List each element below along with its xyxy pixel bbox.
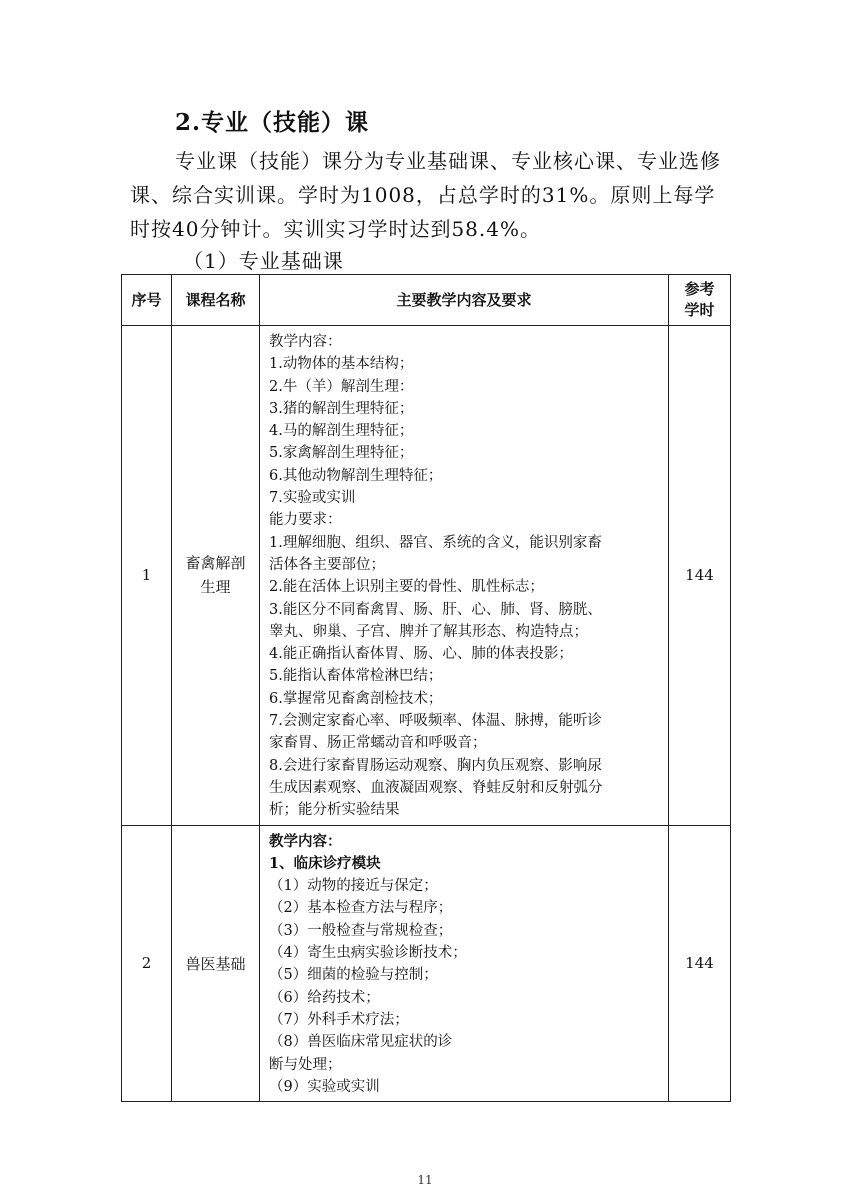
content-line: （5）细菌的检验与控制； <box>269 967 438 984</box>
content-line: （7）外科手术疗法； <box>269 1011 409 1028</box>
content-title: 教学内容： <box>269 832 342 850</box>
course-name-line: 生理 <box>200 578 231 597</box>
content-line: 2.能在活体上识别主要的骨性、肌性标志； <box>269 579 544 596</box>
content-line: 睾丸、卵巢、子宫、脾并了解其形态、构造特点； <box>269 623 588 640</box>
content-line: 8.会进行家畜胃肠运动观察、胸内负压观察、影响尿 <box>269 757 602 774</box>
content-line: 断与处理； <box>269 1056 342 1073</box>
row-course-name: 兽医基础 <box>172 825 260 1102</box>
content-line: 2.牛（羊）解剖生理： <box>269 378 414 395</box>
table-row <box>122 825 731 1102</box>
page-number: 11 <box>417 1173 433 1187</box>
row-course-name <box>172 326 260 826</box>
content-line: （4）寄生虫病实验诊断技术； <box>269 945 467 962</box>
header-course-name: 课程名称 <box>172 275 260 326</box>
content-line: 1.理解细胞、组织、器官、系统的含义，能识别家畜 <box>269 534 602 551</box>
sub-heading: （1）专业基础课 <box>183 249 344 273</box>
table-row <box>122 326 731 826</box>
content-line: 能力要求： <box>269 512 342 529</box>
content-line: 6.掌握常见畜禽剖检技术； <box>269 690 443 707</box>
content-line: 6.其他动物解剖生理特征； <box>269 467 443 484</box>
row-content <box>260 326 669 826</box>
content-line: （9）实验或实训 <box>269 1078 380 1095</box>
section-heading: 2.专业（技能）课 <box>175 109 370 136</box>
content-line: 活体各主要部位； <box>269 556 385 573</box>
content-line: 3.猪的解剖生理特征； <box>269 400 414 417</box>
header-content: 主要教学内容及要求 <box>260 275 669 326</box>
content-line: 4.能正确指认畜体胃、肠、心、肺的体表投影； <box>269 646 573 663</box>
content-line: （2）基本检查方法与程序； <box>269 900 453 917</box>
content-line: 析；能分析实验结果 <box>269 802 400 819</box>
content-line: 家畜胃、肠正常蠕动音和呼吸音； <box>269 735 487 752</box>
content-line: （8）兽医临床常见症状的诊 <box>269 1034 453 1051</box>
row-hours: 144 <box>669 326 731 826</box>
content-line: 5.家禽解剖生理特征； <box>269 445 414 462</box>
content-line: （3）一般检查与常规检查； <box>269 922 453 939</box>
content-line: 3.能区分不同畜禽胃、肠、肝、心、肺、肾、膀胱、 <box>269 601 602 618</box>
content-line: 生成因素观察、血液凝固观察、脊蛙反射和反射弧分 <box>269 779 603 796</box>
row-hours: 144 <box>669 825 731 1102</box>
content-line: 教学内容： <box>269 334 342 350</box>
module-title: 1、临床诊疗模块 <box>269 854 381 872</box>
content-line: （1）动物的接近与保定； <box>269 878 438 895</box>
header-index: 序号 <box>122 275 172 326</box>
row-index: 2 <box>122 825 172 1102</box>
table-header-row <box>122 275 731 326</box>
header-hours-line2: 学时 <box>684 301 715 319</box>
course-name-line: 畜禽解剖 <box>185 554 246 573</box>
content-line: 4.马的解剖生理特征； <box>269 423 414 440</box>
content-line: 1.动物体的基本结构； <box>269 356 414 373</box>
header-hours-line1: 参考 <box>684 280 715 298</box>
content-line: 5.能指认畜体常检淋巴结； <box>269 668 443 685</box>
course-table <box>121 274 731 1102</box>
header-hours <box>669 275 731 326</box>
row-index: 1 <box>122 326 172 826</box>
content-line: 7.实验或实训 <box>269 490 356 507</box>
row-content <box>260 825 669 1102</box>
content-line: （6）给药技术； <box>269 989 380 1006</box>
intro-paragraph: 专业课（技能）课分为专业基础课、专业核心课、专业选修课、综合实训课。学时为1008，占总学时的31%。原则上每学时按40分钟计。实训实习学时达到58.4%。 <box>130 149 721 241</box>
content-line: 7.会测定家畜心率、呼吸频率、体温、脉搏，能听诊 <box>269 713 602 730</box>
